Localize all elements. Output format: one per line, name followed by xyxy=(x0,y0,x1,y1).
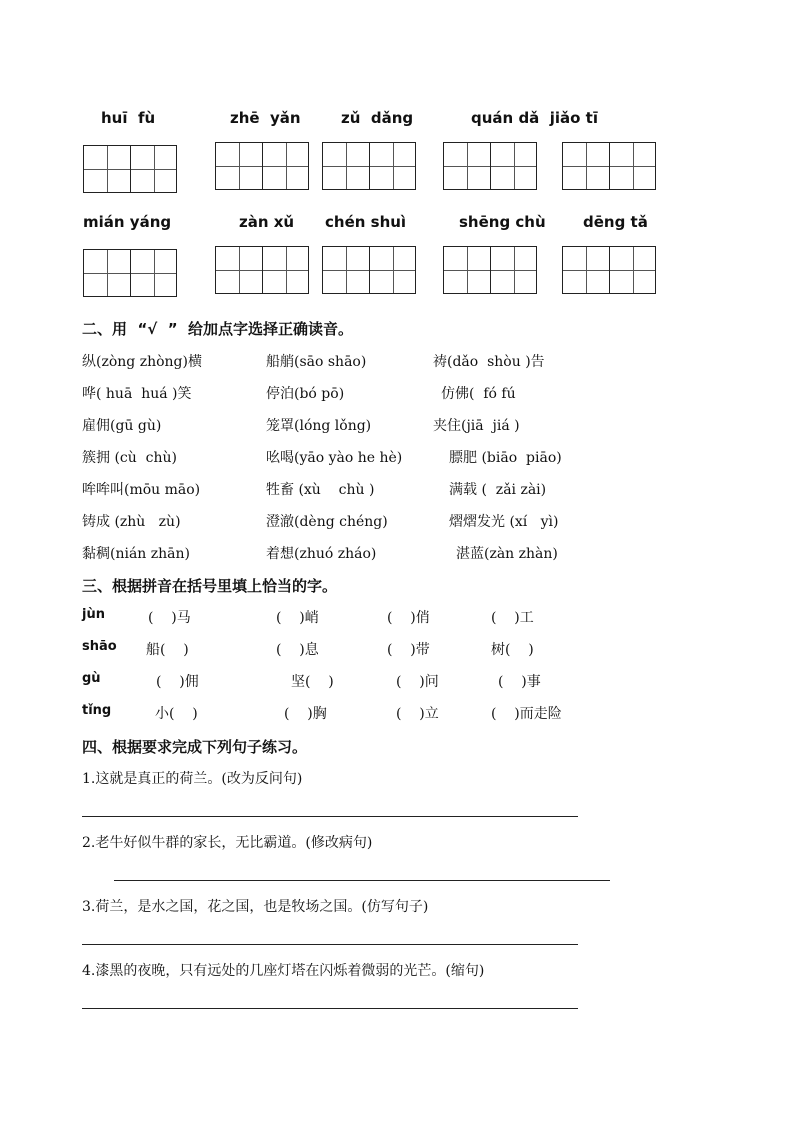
sentence-question: 1.这就是真正的荷兰。(改为反问句) xyxy=(82,771,303,787)
writing-grid[interactable] xyxy=(562,246,656,294)
writing-grid[interactable] xyxy=(215,142,309,190)
fill-blank-item[interactable]: 坚( ) xyxy=(291,674,334,690)
reading-item: 船艄(sāo shāo) xyxy=(266,354,367,370)
answer-line[interactable] xyxy=(114,880,610,881)
sentence-question: 4.漆黑的夜晚，只有远处的几座灯塔在闪烁着微弱的光芒。(缩句) xyxy=(82,963,485,979)
fill-blank-item[interactable]: ( )事 xyxy=(498,674,541,690)
writing-grid[interactable] xyxy=(322,246,416,294)
answer-line[interactable] xyxy=(82,1008,578,1009)
reading-item: 哗( huā huá )笑 xyxy=(82,386,192,402)
fill-blank-item[interactable]: ( )胸 xyxy=(284,706,327,722)
answer-line[interactable] xyxy=(82,816,578,817)
fill-blank-item[interactable]: ( )带 xyxy=(387,642,430,658)
reading-item: 湛蓝(zàn zhàn) xyxy=(456,546,558,562)
sentence-question: 3.荷兰，是水之国，花之国，也是牧场之国。(仿写句子) xyxy=(82,899,429,915)
reading-item: 仿佛( fó fú xyxy=(441,386,516,402)
fill-blank-item[interactable]: ( )俏 xyxy=(387,610,430,626)
reading-item: 着想(zhuó zháo) xyxy=(266,546,377,562)
reading-item: 澄澈(dèng chéng) xyxy=(266,514,388,530)
pinyin-label: quán dǎ jiǎo tī xyxy=(471,109,598,127)
reading-item: 夹住(jiā jiá ) xyxy=(433,418,520,434)
fill-blank-item[interactable]: ( )立 xyxy=(396,706,439,722)
reading-item: 停泊(bó pō) xyxy=(266,386,345,402)
pinyin-label: mián yáng xyxy=(83,213,172,231)
writing-grid[interactable] xyxy=(443,246,537,294)
writing-grid[interactable] xyxy=(215,246,309,294)
fill-blank-item[interactable]: ( )问 xyxy=(396,674,439,690)
pinyin-label: zǔ dǎng xyxy=(341,109,414,127)
reading-item: 哞哞叫(mōu māo) xyxy=(82,482,201,498)
fill-blank-item[interactable]: ( )息 xyxy=(276,642,319,658)
reading-item: 吆喝(yāo yào he hè) xyxy=(266,450,403,466)
fill-blank-item[interactable]: ( )峭 xyxy=(276,610,319,626)
pinyin-prompt: jùn xyxy=(82,607,105,622)
reading-item: 熠熠发光 (xí yì) xyxy=(449,514,559,530)
writing-grid[interactable] xyxy=(443,142,537,190)
fill-blank-item[interactable]: ( )佣 xyxy=(156,674,199,690)
reading-item: 牲畜 (xù chù ) xyxy=(266,482,375,498)
pinyin-prompt: shāo xyxy=(82,639,117,654)
reading-item: 黏稠(nián zhān) xyxy=(82,546,190,562)
fill-blank-item[interactable]: 小( ) xyxy=(155,706,198,722)
reading-item: 笼罩(lóng lǒng) xyxy=(266,418,372,434)
answer-line[interactable] xyxy=(82,944,578,945)
reading-item: 铸成 (zhù zù) xyxy=(82,514,181,530)
pinyin-label: chén shuì xyxy=(325,213,407,231)
reading-item: 满载 ( zǎi zài) xyxy=(449,482,547,498)
writing-grid[interactable] xyxy=(83,145,177,193)
fill-blank-item[interactable]: 树( ) xyxy=(491,642,534,658)
fill-blank-item[interactable]: 船( ) xyxy=(146,642,189,658)
reading-item: 簇拥 (cù chù) xyxy=(82,450,178,466)
sentence-question: 2.老牛好似牛群的家长，无比霸道。(修改病句) xyxy=(82,835,373,851)
section-heading: 三、根据拼音在括号里填上恰当的字。 xyxy=(82,577,338,595)
pinyin-prompt: gù xyxy=(82,671,101,686)
pinyin-prompt: tǐng xyxy=(82,703,112,718)
writing-grid[interactable] xyxy=(322,142,416,190)
fill-blank-item[interactable]: ( )而走险 xyxy=(491,706,562,722)
reading-item: 纵(zòng zhòng)横 xyxy=(82,354,202,370)
writing-grid[interactable] xyxy=(562,142,656,190)
pinyin-label: huī fù xyxy=(101,109,156,127)
reading-item: 膘肥 (biāo piāo) xyxy=(449,450,562,466)
writing-grid[interactable] xyxy=(83,249,177,297)
reading-item: 祷(dǎo shòu )告 xyxy=(433,354,545,370)
pinyin-label: zàn xǔ xyxy=(239,213,295,231)
section-heading: 二、用 “√ ” 给加点字选择正确读音。 xyxy=(82,320,354,338)
pinyin-label: dēng tǎ xyxy=(583,213,648,231)
pinyin-label: shēng chù xyxy=(459,213,546,231)
fill-blank-item[interactable]: ( )马 xyxy=(148,610,191,626)
section-heading: 四、根据要求完成下列句子练习。 xyxy=(82,738,308,756)
fill-blank-item[interactable]: ( )工 xyxy=(491,610,534,626)
reading-item: 雇佣(gū gù) xyxy=(82,418,162,434)
pinyin-label: zhē yǎn xyxy=(230,109,301,127)
